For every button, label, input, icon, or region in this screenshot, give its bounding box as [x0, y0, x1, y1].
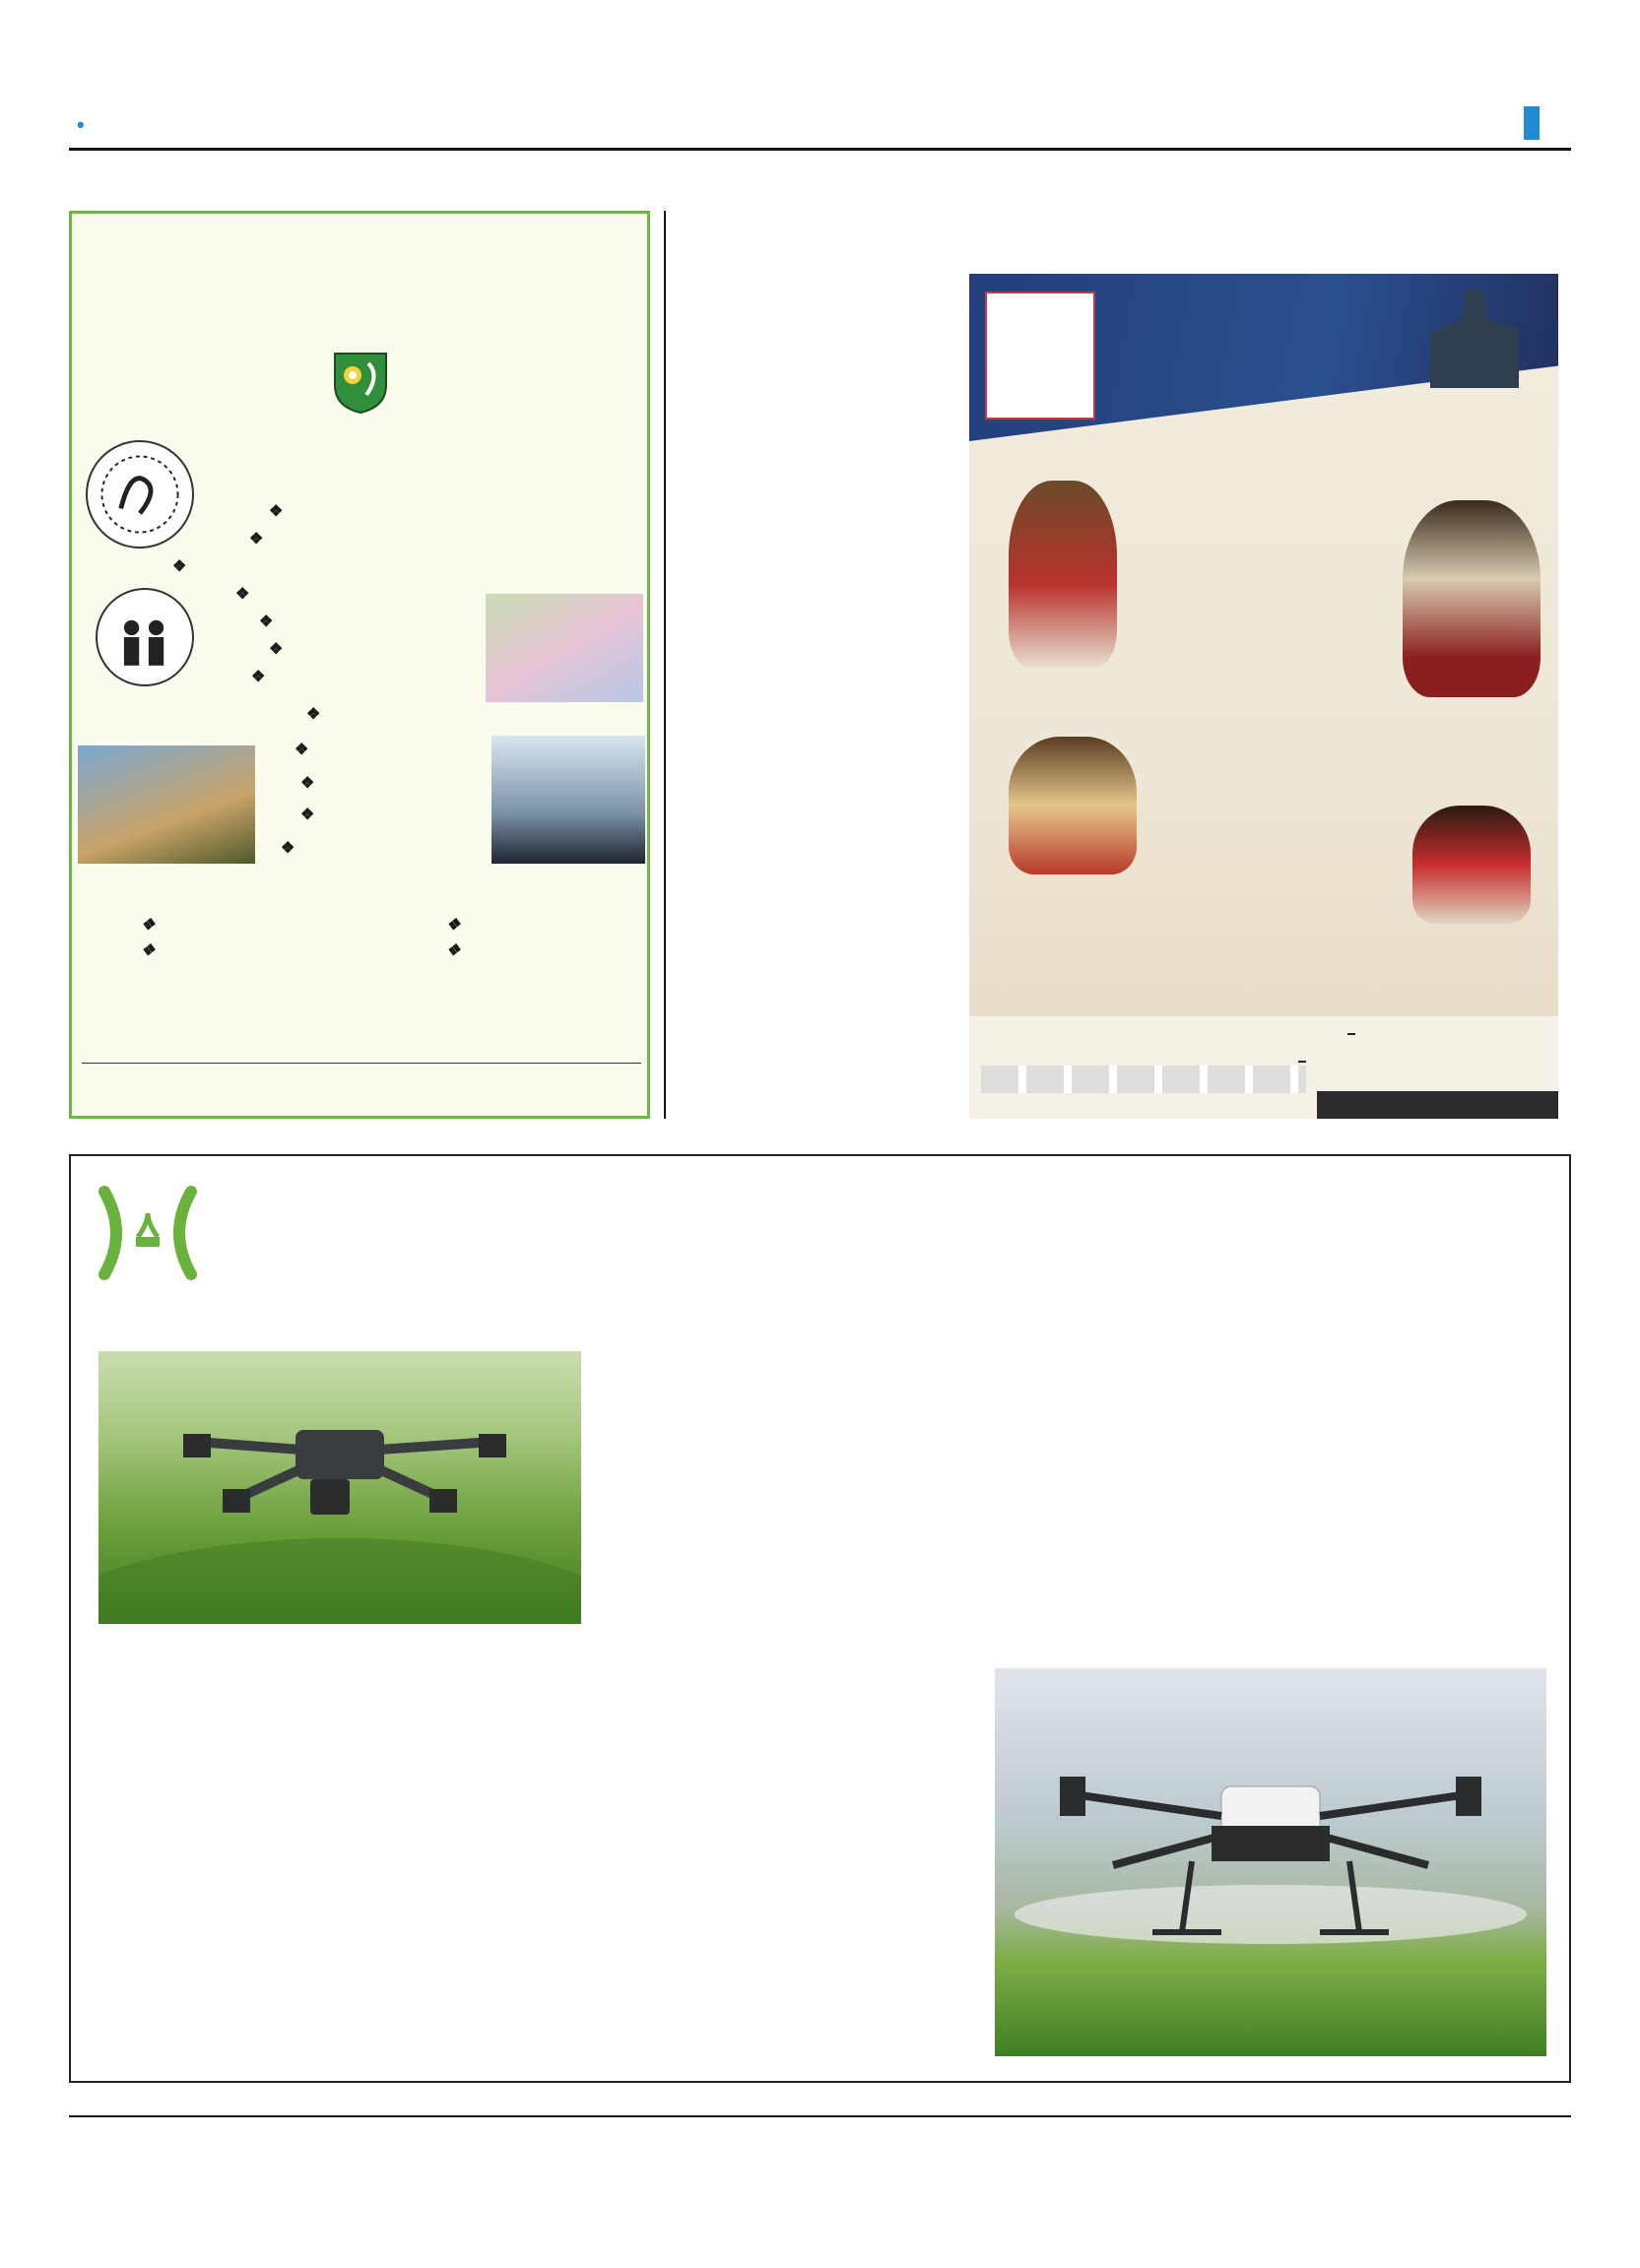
pattern-top-right-icon — [1212, 1349, 1546, 1654]
poster-footer — [969, 1016, 1558, 1119]
reduced-price — [1294, 1052, 1306, 1066]
separator-dot: • — [77, 112, 85, 137]
spray-drone-icon — [995, 1668, 1546, 2056]
section-label — [1524, 106, 1540, 140]
kids-item: ❖ — [446, 917, 461, 934]
program-item: ❖ — [249, 531, 264, 548]
turkish-dancer-image — [1009, 737, 1137, 875]
program-item: ❖ — [300, 775, 315, 792]
program-item: ❖ — [300, 807, 315, 823]
program-item: ❖ — [172, 558, 187, 575]
photo-note — [82, 1059, 641, 1064]
program-item: ❖ — [235, 586, 250, 603]
entry-price — [1344, 1024, 1355, 1038]
polnodrony-ad — [69, 1154, 1571, 2083]
program-item: ❖ — [295, 742, 309, 758]
program-item: ❖ — [269, 641, 284, 658]
village-crest-icon — [333, 352, 388, 415]
header-rule — [69, 148, 1571, 151]
missy-fellaz-photo — [486, 594, 643, 702]
column-divider — [664, 211, 666, 1119]
ad-text-top — [646, 1351, 1208, 1373]
footer-rule — [69, 2115, 1571, 2117]
spanish-dancers-image — [1403, 500, 1541, 697]
program-item: ❖ — [269, 503, 284, 520]
pattern-bottom-left-icon — [106, 1727, 422, 2042]
spraying-drone-photo — [995, 1668, 1546, 2056]
polnodrony-logo — [98, 1184, 463, 1282]
polnodrony-logo-icon — [98, 1184, 217, 1282]
page-header — [69, 106, 1571, 148]
fujaristi-logo-icon — [96, 588, 194, 686]
lucatin-poster — [69, 211, 650, 1119]
masthead — [69, 112, 93, 138]
sponsor-logos — [981, 1066, 1306, 1093]
folk-group-photo — [78, 745, 255, 864]
folklore-logo-icon — [86, 440, 194, 549]
ad-text-bottom — [402, 1668, 973, 1690]
kids-item: ❖ — [141, 917, 156, 934]
program-item: ❖ — [251, 669, 266, 685]
violinist-image — [1009, 481, 1117, 668]
burundi-drummers-image — [1412, 806, 1531, 924]
festival-poster — [969, 274, 1558, 1119]
drone-icon — [98, 1351, 581, 1624]
program-item: ❖ — [259, 614, 274, 630]
kids-item: ❖ — [446, 942, 461, 959]
mapping-drone-photo — [98, 1351, 581, 1624]
band-photo — [492, 736, 645, 864]
program-item: ❖ — [306, 706, 321, 723]
festival-logo — [985, 292, 1095, 420]
festival-url — [1317, 1091, 1558, 1119]
program-item: ❖ — [281, 840, 295, 857]
kids-item: ❖ — [141, 942, 156, 959]
